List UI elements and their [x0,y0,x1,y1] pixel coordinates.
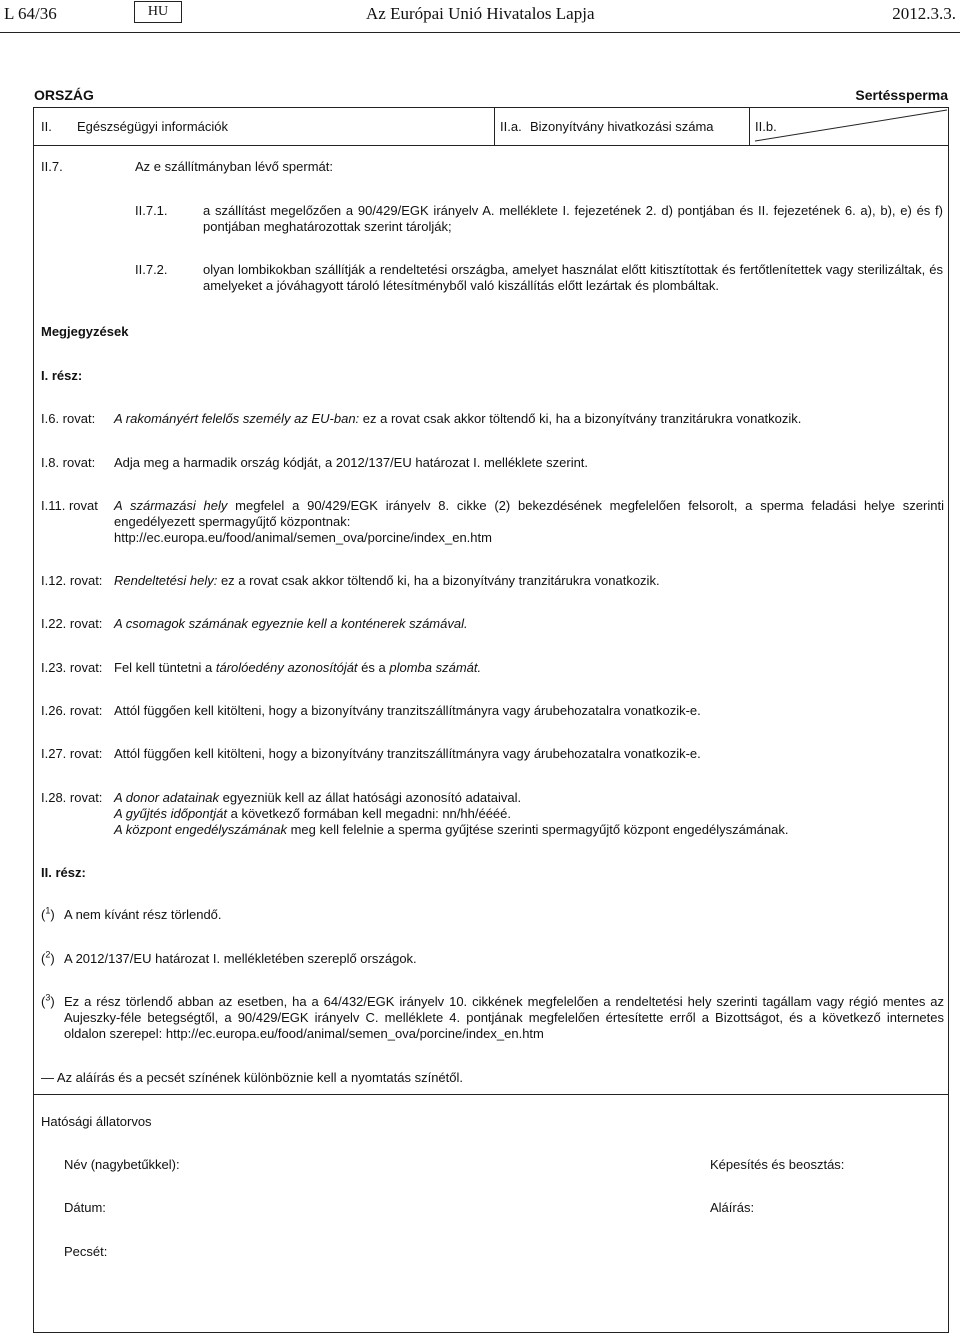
notes-title: Megjegyzések [41,324,129,339]
note-text-segment: Attól függően kell kitölteni, hogy a bizonyítvány tranzitszállítmányra vagy árubehozatalra vonatkozik-e. [114,746,701,761]
note-text-segment: A donor adatainak [114,790,220,805]
note-text [114,455,944,471]
footnote-number: ($^1$) [41,905,55,922]
note-text-segment: Attól függően kell kitölteni, hogy a bizonyítvány tranzitszállítmányra vagy árubehozatalra vonatkozik-e. [114,703,701,718]
note-text-segment: A származási hely [114,498,228,513]
page-number: L 64/36 [4,4,57,23]
reference-label: II.a. [500,119,522,134]
note-text-segment: ez a rovat csak akkor töltendő ki, ha a bizonyítvány tranzitárukra vonatkozik. [217,573,660,588]
note-text [114,573,944,589]
note-text-segment: Rendeltetési hely: [114,573,218,588]
journal-title: Az Európai Unió Hivatalos Lapja [366,4,595,23]
part2-title: II. rész: [41,865,86,880]
note-text [114,660,944,676]
footnote-text: Ez a rész törlendő abban az esetben, ha a 64/432/EGK irányelv 10. cikkének megfelelően a rendeltetési hely szerinti tagállam vagy régió mentes az Aujeszky-féle betegségtől, a 90/429/EGK irányelv C. melléklete 4. pontjának megfelelően értesítette erről a Bizottságot, és a következő internetes oldalon szerepel: http://ec.europa.eu/food/animal/semen_ova/porcine/index_en.htm [64,994,944,1041]
note-text-segment: A rakományért felelős személy az EU-ban: [114,411,360,426]
note-label: I.27. rovat: [41,746,103,761]
column-divider [494,107,495,145]
note-text [114,498,944,546]
note-text-segment: és a [357,660,390,675]
note-text [114,616,944,632]
note-text-segment: megfelel a 90/429/EGK irányelv 8. cikke (2) bekezdésének megfelelően felsorolt, a sperma feladási helye szerinti engedélyezett spermagyűjtő központnak: [114,498,944,529]
part1-title: I. rész: [41,368,83,383]
note-label: I.11. rovat [41,498,98,513]
color-note: — Az aláírás és a pecsét színének különböznie kell a nyomtatás színétől. [41,1070,464,1085]
note-text-segment: Fel kell tüntetni a [114,660,216,675]
clause-item-number: II.7.1. [135,203,168,218]
product-label: Sertéssperma [855,87,948,103]
stamp-label: Pecsét: [64,1244,108,1259]
note-text-segment: ez a rovat csak akkor töltendő ki, ha a bizonyítvány tranzitárukra vonatkozik. [359,411,802,426]
clause-item-number: II.7.2. [135,262,168,277]
note-text-segment: egyezniük kell az állat hatósági azonosító adataival. [219,790,522,805]
note-label: I.22. rovat: [41,616,103,631]
clause-number: II.7. [41,159,63,174]
box28-line [114,822,788,838]
box28-label: I.28. rovat: [41,790,103,805]
name-label: Név (nagybetűkkel): [64,1157,180,1172]
note-text [114,411,944,427]
note-text-segment: Adja meg a harmadik ország kódját, a 2012/137/EU határozat I. melléklete szerint. [114,455,589,470]
note-text-segment: tárolóedény azonosítóját [215,660,358,675]
note-text [114,746,944,762]
footnote-number: ($^2$) [41,949,55,966]
signature-title: Hatósági állatorvos [41,1114,152,1129]
reference-b-label: II.b. [755,119,777,134]
language-code: HU [134,1,182,23]
publication-date: 2012.3.3. [892,4,956,23]
note-text-segment: plomba számát. [389,660,482,675]
signature-divider [33,1094,949,1095]
note-text-segment: A csomagok számának egyeznie kell a konténerek számával. [114,616,468,631]
footnote-number: ($^3$) [41,992,55,1009]
note-label: I.26. rovat: [41,703,103,718]
clause-intro: Az e szállítmányban lévő spermát: [135,159,333,174]
header-row-divider [33,145,949,146]
note-text [114,703,944,719]
clause-item-text: olyan lombikokban szállítják a rendeltetési országba, amelyet használat előtt kitisztítottak és fertőtlenítettek vagy sterilizáltak, és amelyeket a jóváhagyott tároló létesítményből való kiszállítás előtt lezártak és plombáltak. [203,262,943,293]
note-url: http://ec.europa.eu/food/animal/semen_ova/porcine/index_en.htm [114,530,492,545]
box28-line [114,790,521,806]
footnote-text: A nem kívánt rész törlendő. [64,907,222,922]
note-text-segment: A gyűjtés időpontját [114,806,227,821]
qualification-label: Képesítés és beosztás: [710,1157,845,1172]
section-title: Egészségügyi információk [77,119,229,134]
section-number: II. [41,119,52,134]
note-label: I.12. rovat: [41,573,103,588]
signature-label: Aláírás: [710,1200,755,1215]
date-label: Dátum: [64,1200,106,1215]
note-label: I.8. rovat: [41,455,96,470]
note-text-segment: meg kell felelnie a sperma gyűjtése szerinti spermagyűjtő központ engedélyszámának. [286,822,789,837]
page-header [0,0,960,33]
note-text-segment: A központ engedélyszámának [114,822,287,837]
diagonal-line [749,107,949,145]
country-label: ORSZÁG [34,87,94,103]
footnote-text: A 2012/137/EU határozat I. mellékletében szereplő országok. [64,951,417,966]
note-text-segment: a következő formában kell megadni: nn/hh/éééé. [226,806,511,821]
note-label: I.6. rovat: [41,411,96,426]
note-label: I.23. rovat: [41,660,103,675]
box28-line [114,806,511,822]
clause-item-text: a szállítást megelőzően a 90/429/EGK irányelv A. melléklete I. fejezetének 2. d) pontjában és II. fejezetének 6. a), b), e) és f) pontjában meghatározottak szerint tárolják; [203,203,943,234]
reference-title: Bizonyítvány hivatkozási száma [530,119,714,134]
